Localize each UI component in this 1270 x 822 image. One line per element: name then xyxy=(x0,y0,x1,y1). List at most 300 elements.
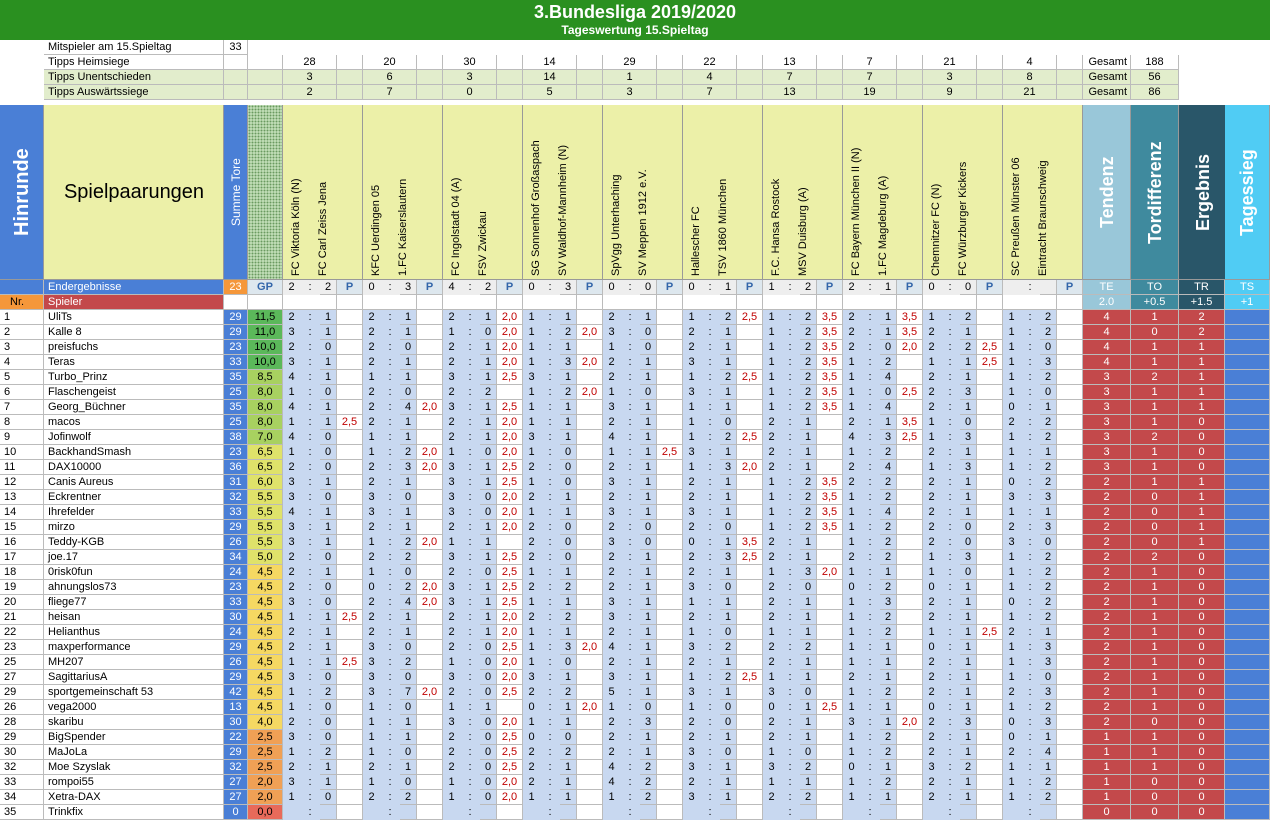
tip-away: 1 xyxy=(800,430,817,445)
player-name[interactable]: Georg_Büchner xyxy=(44,400,224,415)
tip-away: 1 xyxy=(720,535,737,550)
tip-away: 2 xyxy=(800,475,817,490)
tip-points xyxy=(417,550,443,565)
tip-home: 3 xyxy=(763,760,780,775)
tip-away: 2 xyxy=(720,640,737,655)
tip-points: 2,0 xyxy=(497,775,523,790)
player-te: 2 xyxy=(1083,475,1131,490)
tip-points xyxy=(337,520,363,535)
player-tr: 0 xyxy=(1179,445,1225,460)
tip-points xyxy=(977,730,1003,745)
tip-colon: : xyxy=(940,550,960,565)
player-nr: 13 xyxy=(0,490,44,505)
player-name[interactable]: Trinkfix xyxy=(44,805,224,820)
tip-points xyxy=(577,445,603,460)
tip-away: 1 xyxy=(960,505,977,520)
away-team-label: TSV 1860 München xyxy=(717,178,729,276)
tip-home: 2 xyxy=(603,415,620,430)
tip-away: 2 xyxy=(880,355,897,370)
tip-points xyxy=(337,370,363,385)
tip-colon: : xyxy=(460,610,480,625)
stats-empty xyxy=(977,55,1003,70)
tip-points xyxy=(417,490,443,505)
empty xyxy=(363,295,417,310)
tip-away: 2 xyxy=(560,610,577,625)
tip-away: 1 xyxy=(1040,400,1057,415)
result-colon: : xyxy=(1020,280,1040,295)
player-ts xyxy=(1225,775,1270,790)
tip-points xyxy=(977,505,1003,520)
tip-home: 2 xyxy=(763,730,780,745)
player-to: 0 xyxy=(1131,490,1179,505)
tip-away: 1 xyxy=(560,430,577,445)
tip-colon: : xyxy=(780,430,800,445)
tip-colon: : xyxy=(380,430,400,445)
tip-home: 2 xyxy=(683,550,700,565)
player-name[interactable]: BigSpender xyxy=(44,730,224,745)
stats-total-label: Gesamt xyxy=(1083,55,1131,70)
tip-colon: : xyxy=(380,625,400,640)
tip-home: 4 xyxy=(603,430,620,445)
tip-away: 0 xyxy=(400,640,417,655)
tip-home: 1 xyxy=(523,325,540,340)
tip-home: 1 xyxy=(363,730,380,745)
tip-colon: : xyxy=(620,730,640,745)
tip-home: 3 xyxy=(443,595,460,610)
player-ts xyxy=(1225,415,1270,430)
player-ts xyxy=(1225,385,1270,400)
tip-away: 3 xyxy=(960,430,977,445)
tip-points xyxy=(657,760,683,775)
tip-points xyxy=(897,460,923,475)
player-name[interactable]: fliege77 xyxy=(44,595,224,610)
tip-points xyxy=(1057,595,1083,610)
tip-colon: : xyxy=(860,760,880,775)
player-gp: 4,5 xyxy=(248,655,283,670)
player-to: 1 xyxy=(1131,310,1179,325)
player-name[interactable]: Eckrentner xyxy=(44,490,224,505)
tip-colon: : xyxy=(700,505,720,520)
tip-home: 2 xyxy=(923,790,940,805)
tip-colon: : xyxy=(860,625,880,640)
stats-empty xyxy=(657,70,683,85)
player-name[interactable]: Jofinwolf xyxy=(44,430,224,445)
player-name[interactable]: Xetra-DAX xyxy=(44,790,224,805)
tip-colon: : xyxy=(780,385,800,400)
tip-colon: : xyxy=(1020,640,1040,655)
tip-points xyxy=(337,535,363,550)
tip-colon: : xyxy=(540,460,560,475)
tip-colon: : xyxy=(940,640,960,655)
tip-home: 2 xyxy=(443,520,460,535)
tip-colon: : xyxy=(860,670,880,685)
player-ts xyxy=(1225,445,1270,460)
tip-points: 2,5 xyxy=(737,430,763,445)
tip-colon: : xyxy=(780,475,800,490)
tip-home: 1 xyxy=(523,595,540,610)
stats-empty xyxy=(1057,85,1083,100)
player-name[interactable]: preisfuchs xyxy=(44,340,224,355)
tip-points xyxy=(337,565,363,580)
tip-points: 2,5 xyxy=(337,415,363,430)
tip-away: 1 xyxy=(720,475,737,490)
tip-points xyxy=(817,430,843,445)
tip-points xyxy=(1057,475,1083,490)
player-gp: 8,0 xyxy=(248,385,283,400)
tip-colon: : xyxy=(860,715,880,730)
player-name[interactable]: Helianthus xyxy=(44,625,224,640)
tip-home: 1 xyxy=(923,355,940,370)
tip-points xyxy=(817,640,843,655)
player-te: 3 xyxy=(1083,385,1131,400)
tip-home: 3 xyxy=(1003,535,1020,550)
player-name[interactable]: heisan xyxy=(44,610,224,625)
stats-empty xyxy=(897,55,923,70)
tip-points: 2,5 xyxy=(497,685,523,700)
tip-colon: : xyxy=(780,445,800,460)
tip-home: 2 xyxy=(443,355,460,370)
player-nr: 35 xyxy=(0,805,44,820)
tip-colon: : xyxy=(460,625,480,640)
stats-match-value: 28 xyxy=(283,55,337,70)
stats-total-value: 56 xyxy=(1131,70,1179,85)
tip-points: 2,0 xyxy=(577,640,603,655)
player-ts xyxy=(1225,640,1270,655)
tip-colon: : xyxy=(700,535,720,550)
tip-colon: : xyxy=(700,460,720,475)
tip-home: 1 xyxy=(1003,700,1020,715)
tip-colon: : xyxy=(540,535,560,550)
player-tr: 0 xyxy=(1179,595,1225,610)
tip-colon: : xyxy=(620,595,640,610)
tip-home: 1 xyxy=(443,775,460,790)
tip-home: 2 xyxy=(683,520,700,535)
tip-points: 2,0 xyxy=(817,565,843,580)
tip-home: 2 xyxy=(923,775,940,790)
tip-colon: : xyxy=(620,700,640,715)
player-name[interactable]: MH207 xyxy=(44,655,224,670)
player-name[interactable]: Ihrefelder xyxy=(44,505,224,520)
tip-points xyxy=(737,505,763,520)
player-name[interactable]: SagittariusA xyxy=(44,670,224,685)
tip-home: 2 xyxy=(923,610,940,625)
tip-points xyxy=(977,325,1003,340)
tip-home: 2 xyxy=(763,445,780,460)
tip-points xyxy=(977,490,1003,505)
tip-home xyxy=(603,805,620,820)
tip-colon: : xyxy=(1020,355,1040,370)
stats-total-label: Gesamt xyxy=(1083,85,1131,100)
tip-away: 1 xyxy=(720,340,737,355)
tip-home: 2 xyxy=(683,490,700,505)
tip-points: 2,0 xyxy=(497,625,523,640)
tip-away: 1 xyxy=(720,790,737,805)
tip-points xyxy=(337,310,363,325)
tip-away: 2 xyxy=(1040,415,1057,430)
tip-away: 2 xyxy=(880,490,897,505)
tip-away: 1 xyxy=(800,445,817,460)
tip-points: 2,5 xyxy=(497,400,523,415)
tip-points xyxy=(657,430,683,445)
player-goal-sum: 27 xyxy=(224,790,248,805)
tip-colon: : xyxy=(940,415,960,430)
tip-points: 2,5 xyxy=(497,550,523,565)
tip-away: 1 xyxy=(640,595,657,610)
tip-home: 1 xyxy=(683,460,700,475)
tip-colon: : xyxy=(460,415,480,430)
player-name[interactable]: Teddy-KGB xyxy=(44,535,224,550)
points-label: P xyxy=(657,280,683,295)
tip-home: 1 xyxy=(1003,775,1020,790)
tip-points xyxy=(577,415,603,430)
tip-away: 3 xyxy=(1040,655,1057,670)
player-tr: 0 xyxy=(1179,640,1225,655)
tip-away: 3 xyxy=(1040,490,1057,505)
tip-home: 1 xyxy=(363,775,380,790)
tip-points xyxy=(417,370,443,385)
player-goal-sum: 27 xyxy=(224,775,248,790)
player-to: 0 xyxy=(1131,790,1179,805)
tip-home: 1 xyxy=(1003,355,1020,370)
tip-colon: : xyxy=(780,730,800,745)
tip-colon: : xyxy=(300,445,320,460)
player-gp: 0,0 xyxy=(248,805,283,820)
tip-home: 3 xyxy=(283,325,300,340)
stats-match-value: 7 xyxy=(683,85,737,100)
player-name[interactable]: Kalle 8 xyxy=(44,325,224,340)
tip-away: 1 xyxy=(400,430,417,445)
player-to: 1 xyxy=(1131,670,1179,685)
tip-points xyxy=(657,595,683,610)
tip-colon: : xyxy=(1020,790,1040,805)
tip-points xyxy=(977,610,1003,625)
player-name[interactable]: UliTs xyxy=(44,310,224,325)
tip-colon: : xyxy=(700,730,720,745)
tip-colon: : xyxy=(380,730,400,745)
player-name[interactable]: Canis Aureus xyxy=(44,475,224,490)
player-to: 1 xyxy=(1131,565,1179,580)
tip-colon: : xyxy=(780,460,800,475)
player-tr: 0 xyxy=(1179,700,1225,715)
tip-points xyxy=(657,400,683,415)
player-name[interactable]: DAX10000 xyxy=(44,460,224,475)
tip-away: 2 xyxy=(800,385,817,400)
tip-points xyxy=(897,490,923,505)
tip-colon: : xyxy=(540,805,560,820)
tip-home: 2 xyxy=(603,655,620,670)
tip-home: 1 xyxy=(843,640,860,655)
tip-points: 2,0 xyxy=(497,505,523,520)
player-name[interactable]: Turbo_Prinz xyxy=(44,370,224,385)
player-name[interactable]: sportgemeinschaft 53 xyxy=(44,685,224,700)
tip-points xyxy=(337,400,363,415)
tip-points xyxy=(337,385,363,400)
tip-home: 3 xyxy=(283,520,300,535)
tip-colon: : xyxy=(540,505,560,520)
tip-colon: : xyxy=(380,385,400,400)
tip-home: 2 xyxy=(363,595,380,610)
tip-away: 1 xyxy=(720,730,737,745)
tip-home: 2 xyxy=(683,565,700,580)
player-to: 1 xyxy=(1131,685,1179,700)
player-name[interactable]: rompoi55 xyxy=(44,775,224,790)
tip-away: 2 xyxy=(1040,580,1057,595)
tip-points: 2,5 xyxy=(497,745,523,760)
tip-away: 1 xyxy=(400,310,417,325)
tip-colon: : xyxy=(460,580,480,595)
empty xyxy=(977,295,1003,310)
player-goal-sum: 22 xyxy=(224,730,248,745)
tip-home: 1 xyxy=(683,700,700,715)
player-goal-sum: 13 xyxy=(224,700,248,715)
tip-colon: : xyxy=(460,520,480,535)
tip-away: 1 xyxy=(640,355,657,370)
tip-away: 1 xyxy=(400,760,417,775)
tip-home: 3 xyxy=(523,430,540,445)
stats-empty xyxy=(737,85,763,100)
tip-home: 2 xyxy=(843,340,860,355)
tip-points xyxy=(657,610,683,625)
player-name[interactable]: 0risk0fun xyxy=(44,565,224,580)
tip-points xyxy=(737,415,763,430)
tip-points xyxy=(977,520,1003,535)
tip-points: 2,0 xyxy=(497,670,523,685)
player-tr: 0 xyxy=(1179,715,1225,730)
tip-home: 1 xyxy=(443,535,460,550)
player-name[interactable]: mirzo xyxy=(44,520,224,535)
tip-away: 1 xyxy=(720,685,737,700)
stats-match-value: 13 xyxy=(763,85,817,100)
tip-home: 3 xyxy=(683,385,700,400)
tip-away: 1 xyxy=(800,670,817,685)
tip-home: 1 xyxy=(523,415,540,430)
tip-colon: : xyxy=(300,310,320,325)
tip-colon: : xyxy=(780,775,800,790)
tip-points xyxy=(737,565,763,580)
player-to: 1 xyxy=(1131,355,1179,370)
player-goal-sum: 35 xyxy=(224,370,248,385)
tip-colon: : xyxy=(700,670,720,685)
tip-colon: : xyxy=(780,535,800,550)
tr-label: TR xyxy=(1179,280,1225,295)
player-ts xyxy=(1225,520,1270,535)
player-name[interactable]: vega2000 xyxy=(44,700,224,715)
player-goal-sum: 25 xyxy=(224,385,248,400)
spieler-header: Spieler xyxy=(44,295,224,310)
tip-home: 2 xyxy=(363,790,380,805)
player-name[interactable]: skaribu xyxy=(44,715,224,730)
player-goal-sum: 32 xyxy=(224,760,248,775)
tip-points xyxy=(657,805,683,820)
tip-home: 3 xyxy=(763,685,780,700)
tip-points: 2,5 xyxy=(497,565,523,580)
tip-home: 2 xyxy=(683,610,700,625)
tip-away: 0 xyxy=(640,325,657,340)
player-name[interactable]: MaJoLa xyxy=(44,745,224,760)
tip-points xyxy=(897,580,923,595)
tip-points xyxy=(657,340,683,355)
tip-away: 1 xyxy=(480,370,497,385)
tip-away: 2 xyxy=(800,310,817,325)
stats-match-value: 4 xyxy=(1003,55,1057,70)
player-te: 4 xyxy=(1083,325,1131,340)
tip-colon: : xyxy=(1020,460,1040,475)
tip-points xyxy=(1057,790,1083,805)
player-tr: 0 xyxy=(1179,790,1225,805)
tip-home xyxy=(923,805,940,820)
tip-home: 1 xyxy=(1003,385,1020,400)
player-to: 1 xyxy=(1131,340,1179,355)
tip-away: 2 xyxy=(1040,550,1057,565)
player-tr: 0 xyxy=(1179,460,1225,475)
player-tr: 1 xyxy=(1179,490,1225,505)
player-tr: 1 xyxy=(1179,505,1225,520)
tip-away: 2 xyxy=(880,685,897,700)
tip-points: 2,0 xyxy=(897,340,923,355)
tip-colon: : xyxy=(380,580,400,595)
tip-points xyxy=(417,775,443,790)
tip-colon: : xyxy=(460,670,480,685)
tip-colon: : xyxy=(1020,490,1040,505)
tip-away: 4 xyxy=(880,505,897,520)
player-goal-sum: 32 xyxy=(224,490,248,505)
player-name[interactable]: Moe Szyslak xyxy=(44,760,224,775)
tip-colon: : xyxy=(1020,775,1040,790)
player-name[interactable]: BackhandSmash xyxy=(44,445,224,460)
tip-points: 3,5 xyxy=(897,415,923,430)
tip-colon: : xyxy=(460,805,480,820)
result-home: 0 xyxy=(603,280,620,295)
player-name[interactable]: maxperformance xyxy=(44,640,224,655)
tip-home: 3 xyxy=(683,445,700,460)
tip-colon: : xyxy=(380,655,400,670)
tip-home: 1 xyxy=(1003,580,1020,595)
player-gp: 7,0 xyxy=(248,430,283,445)
tip-colon: : xyxy=(620,760,640,775)
tip-home: 2 xyxy=(923,730,940,745)
player-name[interactable]: Flaschengeist xyxy=(44,385,224,400)
tip-points: 2,5 xyxy=(337,655,363,670)
tip-colon: : xyxy=(300,430,320,445)
tip-away: 2 xyxy=(880,730,897,745)
tip-away: 2 xyxy=(400,655,417,670)
tip-colon: : xyxy=(620,325,640,340)
player-name[interactable]: macos xyxy=(44,415,224,430)
tip-home: 2 xyxy=(523,535,540,550)
empty xyxy=(897,295,923,310)
tip-colon: : xyxy=(860,415,880,430)
tip-home: 1 xyxy=(443,325,460,340)
tip-home: 2 xyxy=(363,385,380,400)
tip-home: 1 xyxy=(763,520,780,535)
player-goal-sum: 30 xyxy=(224,715,248,730)
tip-points xyxy=(897,355,923,370)
player-name[interactable]: Teras xyxy=(44,355,224,370)
player-te: 2 xyxy=(1083,625,1131,640)
player-to: 2 xyxy=(1131,370,1179,385)
tip-colon: : xyxy=(540,700,560,715)
player-name[interactable]: joe.17 xyxy=(44,550,224,565)
tip-away: 1 xyxy=(960,445,977,460)
tip-home xyxy=(683,805,700,820)
tip-away: 1 xyxy=(960,730,977,745)
player-to: 1 xyxy=(1131,445,1179,460)
tip-away: 1 xyxy=(880,310,897,325)
player-name[interactable]: ahnungslos73 xyxy=(44,580,224,595)
player-ts xyxy=(1225,400,1270,415)
tip-colon: : xyxy=(1020,400,1040,415)
tip-away: 2 xyxy=(880,580,897,595)
